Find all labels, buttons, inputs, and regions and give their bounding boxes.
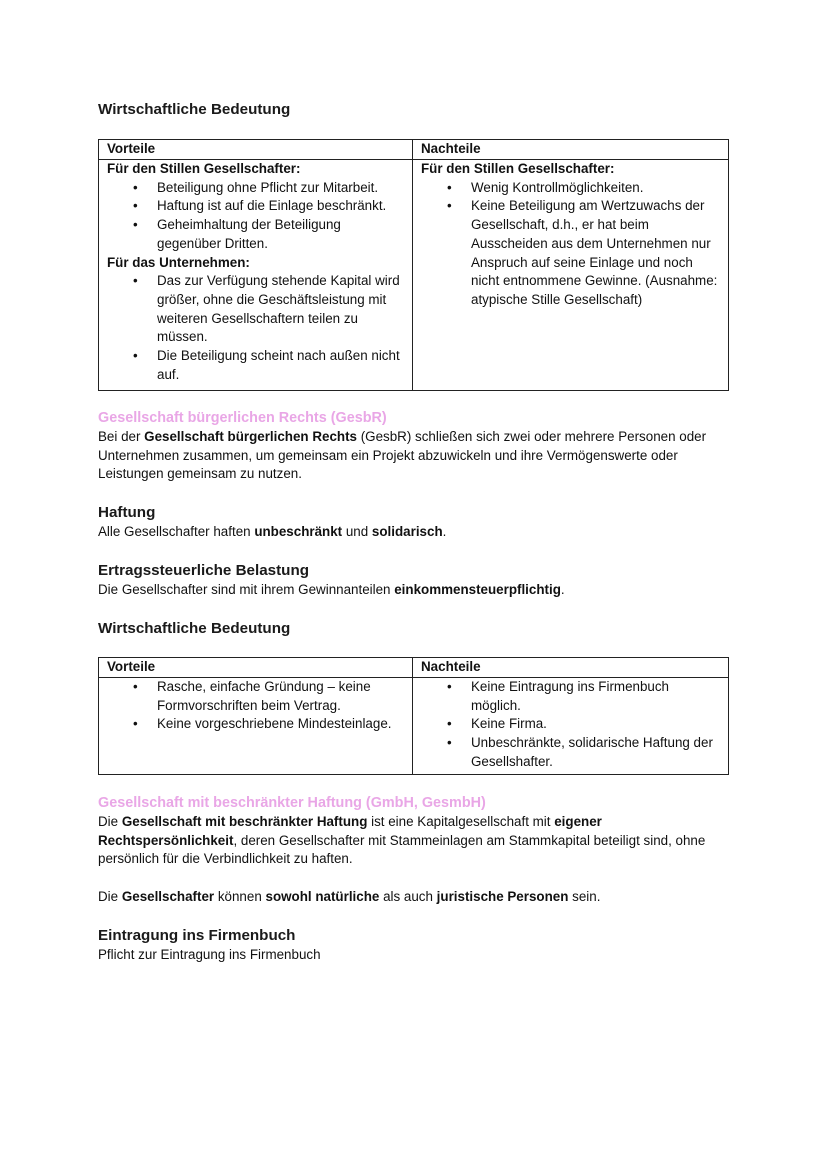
list-item xyxy=(107,347,406,384)
list-item-text: Keine Firma. xyxy=(471,716,547,732)
bold-run: Gesellschaft mit beschränkter Haftung xyxy=(121,814,368,829)
list-item-text: Wenig Kontrollmöglichkeiten. xyxy=(471,179,644,195)
paragraph-gmbh-gesellschafter xyxy=(98,888,730,907)
list-item xyxy=(107,179,406,198)
heading-wirtschaftliche-bedeutung-1: Wirtschaftliche Bedeutung xyxy=(98,101,291,118)
text-run: können xyxy=(214,889,266,904)
bullet-icon: • xyxy=(133,198,138,214)
header-vorteile: Vorteile xyxy=(99,140,413,160)
bold-run: juristische Personen xyxy=(436,889,569,904)
paragraph-eintragung-firmenbuch: Pflicht zur Eintragung ins Firmenbuch xyxy=(98,947,321,962)
table-body-row xyxy=(99,678,729,775)
bold-run: Gesellschafter xyxy=(121,889,215,904)
cell-vorteile xyxy=(99,160,413,391)
paragraph-haftung xyxy=(98,523,446,542)
list-item xyxy=(107,216,406,253)
list-vorteile-stiller xyxy=(107,179,406,254)
text-run: Die xyxy=(98,889,122,904)
list-item-text: Rasche, einfache Gründung – keine Formvorschriften beim Vertrag. xyxy=(157,679,371,713)
heading-eintragung-firmenbuch: Eintragung ins Firmenbuch xyxy=(98,927,296,944)
heading-gesbr: Gesellschaft bürgerlichen Rechts (GesbR) xyxy=(98,410,387,426)
list-nachteile-gesbr xyxy=(421,678,722,772)
list-item-text: Das zur Verfügung stehende Kapital wird größer, ohne die Geschäftsleistung mit weiteren Gesellschaftern teilen zu müssen. xyxy=(157,273,400,345)
bullet-icon: • xyxy=(447,679,452,694)
paragraph-gmbh-definition xyxy=(98,813,730,869)
list-vorteile-unternehmen xyxy=(107,272,406,384)
bullet-icon: • xyxy=(133,217,138,233)
text-run: und xyxy=(342,524,372,539)
bold-run: sowohl natürliche xyxy=(265,889,380,904)
table-body-row xyxy=(99,160,729,391)
list-item-text: Geheimhaltung der Beteiligung gegenüber Dritten. xyxy=(157,217,341,251)
cell-nachteile xyxy=(413,160,729,391)
text-run: . xyxy=(442,524,447,539)
subheading-unternehmen: Für das Unternehmen: xyxy=(107,254,250,270)
list-item xyxy=(421,678,722,715)
text-run: Die xyxy=(98,814,122,829)
bullet-icon: • xyxy=(133,679,138,694)
list-item xyxy=(421,197,722,309)
subheading-stiller-gesellschafter: Für den Stillen Gesellschafter: xyxy=(107,161,301,176)
text-run: sein. xyxy=(568,889,601,904)
header-nachteile: Nachteile xyxy=(413,140,729,160)
text-run: Bei der xyxy=(98,429,145,444)
list-item-text: Unbeschränkte, solidarische Haftung der Gesellshafter. xyxy=(471,735,713,769)
subheading-stiller-gesellschafter: Für den Stillen Gesellschafter: xyxy=(421,161,615,176)
list-item-text: Haftung ist auf die Einlage beschränkt. xyxy=(157,198,387,214)
list-item-text: Keine vorgeschriebene Mindesteinlage. xyxy=(157,716,392,732)
list-item xyxy=(421,179,722,198)
list-item-text: Keine Beteiligung am Wertzuwachs der Gesellschaft, d.h., er hat beim Ausscheiden aus dem Unternehmen nur Anspruch auf seine Einlage und noch nicht entnommene Gewinne. (Ausnahme: atypische Stille Gesellschaft) xyxy=(471,198,718,307)
heading-ertragssteuer: Ertragssteuerliche Belastung xyxy=(98,562,310,579)
heading-gmbh: Gesellschaft mit beschränkter Haftung (GmbH, GesmbH) xyxy=(98,795,486,811)
list-item xyxy=(107,197,406,216)
list-item xyxy=(107,715,406,734)
list-item-text: Beteiligung ohne Pflicht zur Mitarbeit. xyxy=(157,179,379,195)
list-item-text: Die Beteiligung scheint nach außen nicht auf. xyxy=(157,348,400,382)
header-nachteile: Nachteile xyxy=(413,658,729,678)
table-gesbr xyxy=(98,657,729,775)
bold-run: eigener Rechtspersönlichkeit xyxy=(98,814,602,848)
list-item xyxy=(421,734,722,771)
list-nachteile-stiller xyxy=(421,179,722,310)
table-header-row xyxy=(99,658,729,678)
bold-run: solidarisch xyxy=(371,524,443,539)
text-run: ist eine Kapitalgesellschaft mit xyxy=(367,814,555,829)
cell-nachteile xyxy=(413,678,729,775)
bullet-icon: • xyxy=(133,348,138,364)
bullet-icon: • xyxy=(447,198,452,214)
bullet-icon: • xyxy=(447,735,452,751)
text-run: . xyxy=(560,582,565,597)
list-vorteile-gesbr xyxy=(107,678,406,734)
heading-wirtschaftliche-bedeutung-2: Wirtschaftliche Bedeutung xyxy=(98,620,291,637)
text-run: Alle Gesellschafter haften xyxy=(98,524,255,539)
bullet-icon: • xyxy=(133,273,138,289)
text-run: (GesbR) schließen sich zwei oder mehrere Personen oder Unternehmen zusammen, um gemeinsam ein Projekt abzuwickeln und ihre Vermögenswerte oder Leistungen gemeinsam zu nutzen. xyxy=(98,429,707,482)
text-run: Die Gesellschafter sind mit ihrem Gewinnanteilen xyxy=(98,582,395,597)
bold-run: Gesellschaft bürgerlichen Rechts xyxy=(144,429,357,444)
text-run: als auch xyxy=(379,889,437,904)
bullet-icon: • xyxy=(447,179,452,195)
paragraph-gesbr xyxy=(98,428,730,484)
bold-run: unbeschränkt xyxy=(254,524,343,539)
bullet-icon: • xyxy=(133,179,138,195)
list-item xyxy=(421,715,722,734)
table-header-row xyxy=(99,140,729,160)
list-item-text: Keine Eintragung ins Firmenbuch möglich. xyxy=(471,679,669,713)
bullet-icon: • xyxy=(447,716,452,732)
cell-vorteile xyxy=(99,678,413,775)
list-item xyxy=(107,272,406,347)
paragraph-ertragssteuer xyxy=(98,581,565,600)
list-item xyxy=(107,678,406,715)
text-run: , deren Gesellschafter mit Stammeinlagen am Stammkapital beteiligt sind, ohne persönlich für die Verbindlichkeit zu haften. xyxy=(98,832,706,867)
bold-run: einkommensteuerpflichtig xyxy=(394,582,561,597)
heading-haftung: Haftung xyxy=(98,504,156,521)
bullet-icon: • xyxy=(133,716,138,732)
table-stille-gesellschaft xyxy=(98,139,729,391)
header-vorteile: Vorteile xyxy=(99,658,413,678)
